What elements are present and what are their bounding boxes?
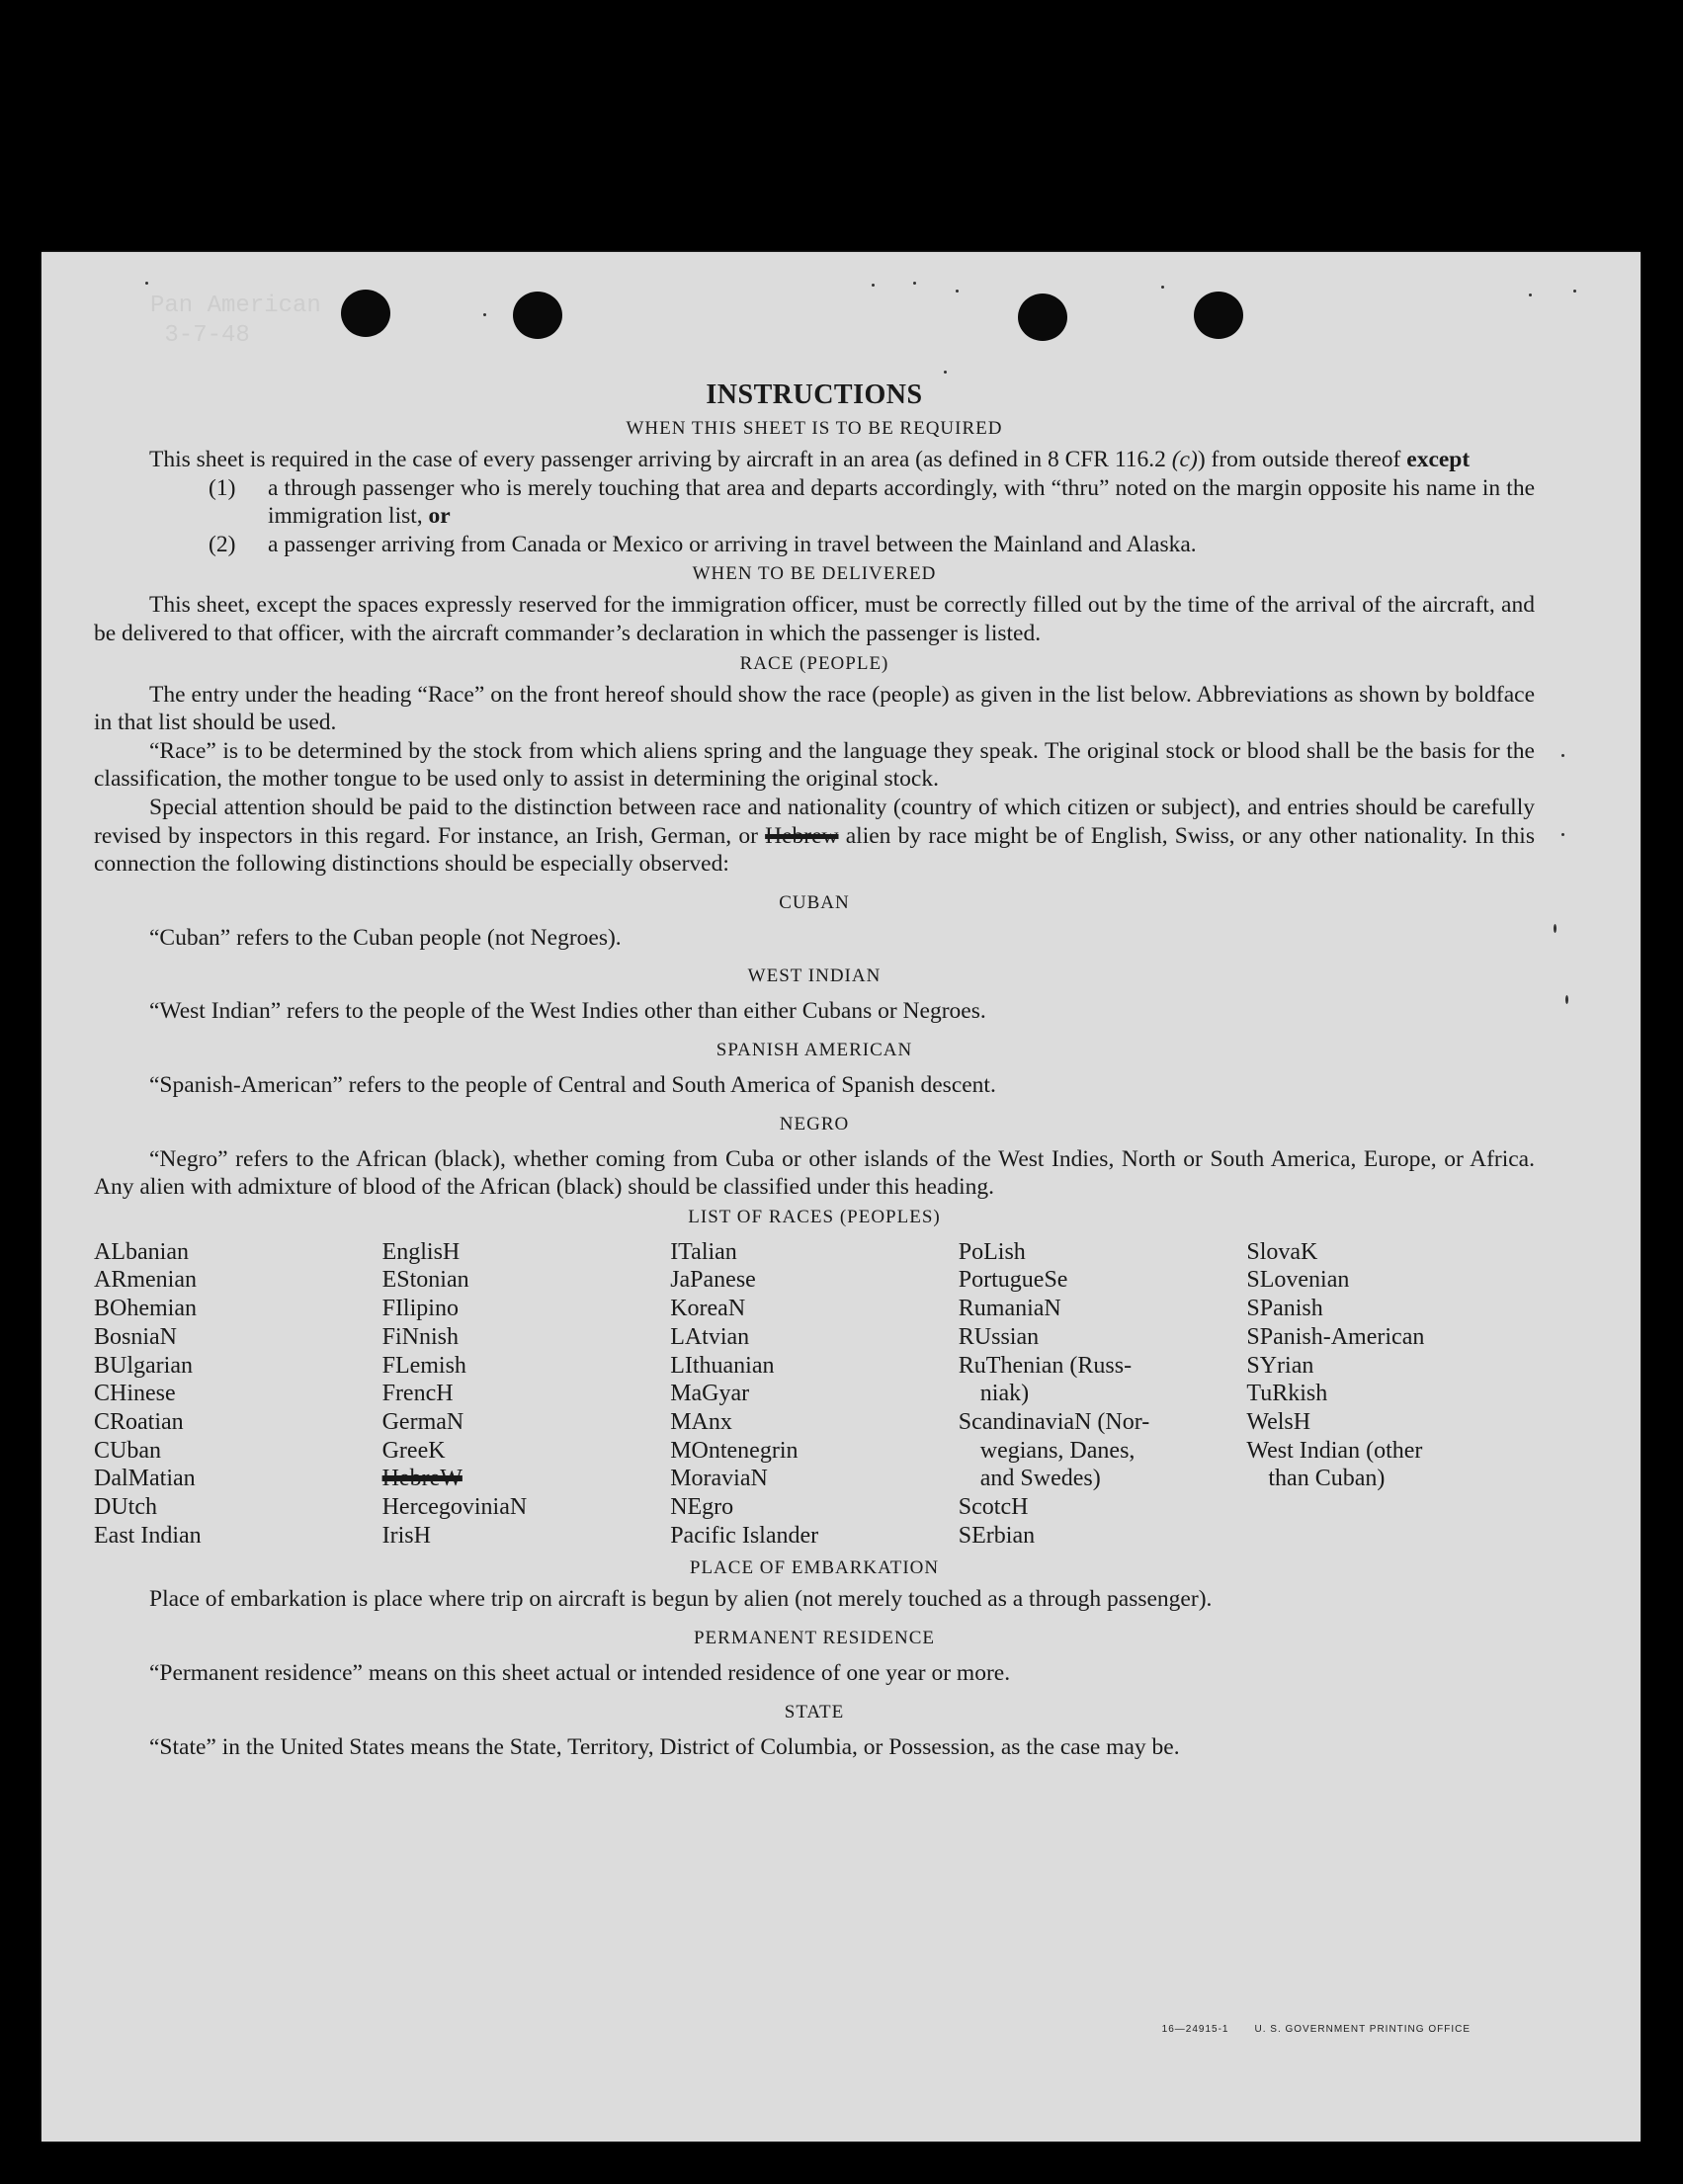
- race-entry: RuThenian (Russ-: [958, 1352, 1133, 1379]
- punch-hole: [513, 292, 562, 339]
- race-entry: MAnx: [670, 1408, 732, 1435]
- race-entry: RUssian: [958, 1323, 1040, 1350]
- race-entry: ScandinaviaN (Nor-: [958, 1408, 1150, 1435]
- race-entry: LAtvian: [670, 1323, 750, 1350]
- race-paragraph-1: The entry under the heading “Race” on the front hereof should show the race (people) as given in the list below. Abbreviations as shown by boldface in that list should be used.: [94, 681, 1535, 736]
- race-entry: West Indian (other: [1246, 1437, 1423, 1464]
- section-heading-when-delivered: WHEN TO BE DELIVERED: [692, 563, 937, 585]
- race-entry: DUtch: [94, 1494, 157, 1521]
- cuban-text: “Cuban” refers to the Cuban people (not Negroes).: [149, 924, 622, 951]
- section-heading-when-required: WHEN THIS SHEET IS TO BE REQUIRED: [626, 418, 1003, 439]
- race-entry: SlovaK: [1246, 1238, 1318, 1265]
- race-paragraph-2: “Race” is to be determined by the stock from which aliens spring and the language they speak. The original stock or blood shall be the basis for the classification, the mother tongue to be used only to assist in determining the original stock.: [94, 737, 1535, 793]
- race-entry: KoreaN: [670, 1296, 746, 1322]
- race-entry: TuRkish: [1246, 1381, 1328, 1407]
- speck: [1561, 754, 1564, 757]
- race-entry: MaGyar: [670, 1381, 750, 1407]
- race-entry: SErbian: [958, 1522, 1036, 1549]
- race-entry: PortugueSe: [958, 1267, 1068, 1294]
- bleed-through-text: Pan American 3-7-48: [150, 293, 321, 349]
- exception-number: (2): [209, 531, 236, 557]
- race-entry: niak): [979, 1381, 1030, 1407]
- exception-text: [268, 474, 1535, 531]
- race-column: [959, 1238, 1247, 1551]
- speck: [956, 290, 959, 293]
- race-entry: BosniaN: [94, 1323, 177, 1350]
- race-entry: wegians, Danes,: [979, 1437, 1136, 1464]
- residence-text: “Permanent residence” means on this sheet actual or intended residence of one year or more.: [149, 1660, 1011, 1687]
- race-entry: GreeK: [381, 1437, 446, 1464]
- race-entry: ARmenian: [94, 1267, 197, 1294]
- intro-subsection: (c): [1171, 447, 1198, 472]
- race-entry: Pacific Islander: [670, 1522, 819, 1549]
- section-heading-residence: PERMANENT RESIDENCE: [693, 1628, 936, 1649]
- section-heading-state: STATE: [784, 1701, 845, 1722]
- form-footer: [1136, 2024, 1471, 2035]
- race-entry: and Swedes): [979, 1466, 1101, 1492]
- race-entry: than Cuban): [1268, 1466, 1386, 1492]
- struck-word: Hebrew: [765, 822, 839, 849]
- race-entry: FLemish: [381, 1352, 466, 1379]
- race-entry: MOntenegrin: [670, 1437, 799, 1464]
- embarkation-text: Place of embarkation is place where trip on aircraft is begun by alien (not merely touched as a through passenger).: [149, 1586, 1213, 1613]
- intro-text: This sheet is required in the case of every passenger arriving by aircraft in an area (as defined in 8 CFR 116.2: [149, 447, 1172, 472]
- speck: [1561, 833, 1564, 836]
- race-entry: HercegoviniaN: [381, 1494, 528, 1521]
- race-entry: CUban: [94, 1437, 161, 1464]
- races-list: [94, 1238, 1535, 1551]
- printer-imprint: U. S. GOVERNMENT PRINTING OFFICE: [1254, 2024, 1471, 2035]
- race-entry: BUlgarian: [94, 1352, 193, 1379]
- race-entry: DalMatian: [94, 1466, 196, 1492]
- document-sheet: [42, 252, 1641, 2142]
- race-paragraph-3: [94, 794, 1535, 879]
- speck: [145, 282, 148, 285]
- exception-number: (1): [209, 474, 236, 501]
- when-required-intro: [94, 446, 1535, 474]
- speck: [1573, 290, 1576, 293]
- race-entry: East Indian: [94, 1522, 202, 1549]
- speck: [1554, 924, 1557, 933]
- form-code: 16—24915-1: [1161, 2024, 1229, 2035]
- race-entry: FiNnish: [381, 1323, 459, 1350]
- speck: [1529, 294, 1532, 296]
- race-entry: WelsH: [1246, 1408, 1311, 1435]
- race-entry: ITalian: [670, 1238, 737, 1265]
- race-entry: CHinese: [94, 1381, 176, 1407]
- race-column: [1246, 1238, 1535, 1551]
- race-entry: MoraviaN: [670, 1466, 768, 1492]
- race-entry: LIthuanian: [670, 1352, 775, 1379]
- speck: [483, 313, 486, 316]
- when-delivered-text: This sheet, except the spaces expressly reserved for the immigration officer, must be correctly filled out by the time of the arrival of the aircraft, and be delivered to that officer, with the aircraft commander’s declaration in which the passenger is listed.: [94, 592, 1535, 646]
- exception-text-b: or: [428, 503, 451, 530]
- section-heading-race: RACE (PEOPLE): [739, 652, 889, 674]
- race-column: [94, 1238, 382, 1551]
- race-entry: FIlipino: [381, 1296, 459, 1322]
- section-heading-west-indian: WEST INDIAN: [747, 966, 882, 987]
- exception-text-a: a through passenger who is merely touching that area and departs accordingly, with “thru” noted on the margin opposite his name in the immigration list,: [268, 474, 1535, 530]
- section-heading-list-of-races: LIST OF RACES (PEOPLES): [688, 1206, 941, 1227]
- race-entry: EStonian: [381, 1267, 469, 1294]
- race-column: [382, 1238, 671, 1551]
- exception-item: [94, 531, 1535, 559]
- speck: [1565, 995, 1568, 1004]
- page-title: INSTRUCTIONS: [706, 379, 923, 410]
- race-entry: SLovenian: [1246, 1267, 1350, 1294]
- race-p3-text-b: alien by race might be of English, Swiss, or any other nationality. In this connection the following distinctions should be especially observed:: [94, 822, 1535, 878]
- exception-item: [94, 474, 1535, 531]
- state-text: “State” in the United States means the State, Territory, District of Columbia, or Possession, as the case may be.: [149, 1733, 1180, 1760]
- race-column: [670, 1238, 959, 1551]
- race-entry: SYrian: [1246, 1352, 1314, 1379]
- punch-hole: [341, 290, 390, 337]
- race-entry: NEgro: [670, 1494, 734, 1521]
- speck: [913, 282, 916, 285]
- race-entry: ScotcH: [958, 1494, 1029, 1521]
- speck: [872, 284, 875, 287]
- intro-text-cont: ) from outside thereof: [1197, 447, 1407, 472]
- race-entry: PoLish: [958, 1238, 1026, 1265]
- punch-hole: [1194, 292, 1243, 339]
- race-entry: SPanish: [1246, 1296, 1323, 1322]
- race-entry: EnglisH: [381, 1238, 461, 1265]
- exception-text: a passenger arriving from Canada or Mexico or arriving in travel between the Mainland and Alaska.: [268, 531, 1197, 557]
- race-entry: ALbanian: [94, 1238, 189, 1265]
- speck: [944, 371, 947, 374]
- instructions-content: [94, 378, 1535, 1761]
- speck: [1161, 286, 1164, 289]
- section-heading-embarkation: PLACE OF EMBARKATION: [689, 1557, 940, 1579]
- race-p3-text-a: Special attention should be paid to the distinction between race and nationality (country of which citizen or subject), and entries should be carefully revised by inspectors in this regard. For instance, an Irish, German, or: [94, 794, 1535, 849]
- section-heading-cuban: CUBAN: [779, 891, 850, 913]
- race-entry: JaPanese: [670, 1267, 756, 1294]
- race-entry: RumaniaN: [958, 1296, 1061, 1322]
- race-entry: SPanish-American: [1246, 1323, 1425, 1350]
- section-heading-negro: NEGRO: [779, 1113, 850, 1134]
- race-entry: CRoatian: [94, 1408, 184, 1435]
- punch-hole: [1018, 294, 1067, 341]
- section-heading-spanish-american: SPANISH AMERICAN: [715, 1039, 913, 1060]
- race-entry: BOhemian: [94, 1296, 197, 1322]
- spanish-american-text: “Spanish-American” refers to the people of Central and South America of Spanish descent.: [149, 1071, 996, 1098]
- west-indian-text: “West Indian” refers to the people of the West Indies other than either Cubans or Negroes.: [149, 998, 986, 1025]
- negro-text: “Negro” refers to the African (black), whether coming from Cuba or other islands of the West Indies, North or South America, Europe, or Africa. Any alien with admixture of blood of the African (black) should be classified under this heading.: [94, 1145, 1535, 1201]
- race-entry: HebreW: [381, 1466, 463, 1492]
- race-entry: IrisH: [381, 1522, 431, 1549]
- race-entry: FrencH: [381, 1381, 454, 1407]
- intro-except: except: [1406, 447, 1471, 472]
- race-entry: GermaN: [381, 1408, 464, 1435]
